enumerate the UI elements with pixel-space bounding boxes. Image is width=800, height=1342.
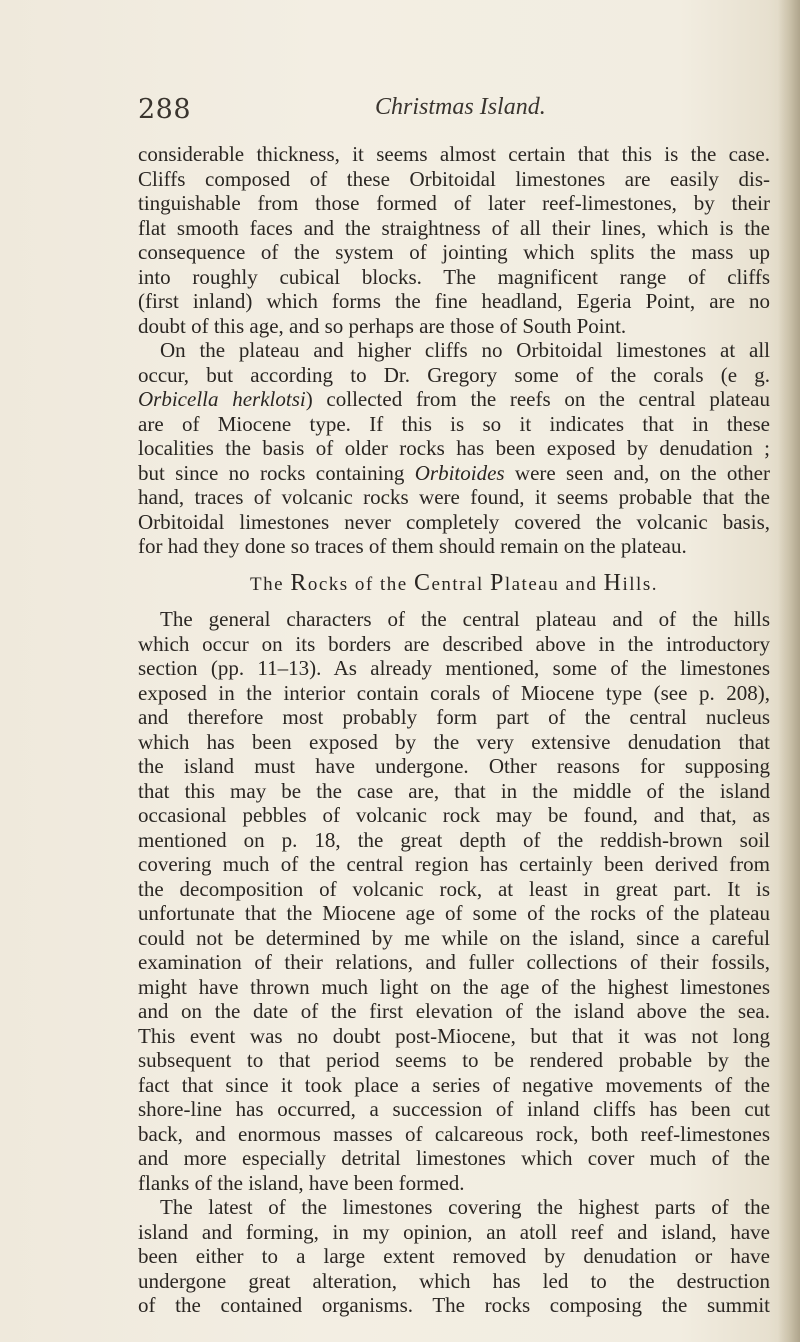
paragraph-4 (138, 1195, 770, 1318)
text-line: fact that since it took place a series of negative movements of the (138, 1072, 770, 1097)
text-line: are of Miocene type. If this is so it indicates that in these (138, 411, 770, 436)
text-line: exposed in the interior contain corals of Miocene type (see p. 208), (138, 680, 770, 705)
text-line: localities the basis of older rocks has been exposed by denudation ; (138, 436, 770, 460)
running-title: Christmas Island. (375, 94, 546, 120)
text-line: flanks of the island, have been formed. (138, 1170, 465, 1195)
text-line: tinguishable from those formed of later reef-limestones, by their (138, 191, 770, 215)
text-line: The latest of the limestones covering the highest parts of the (160, 1195, 770, 1219)
text-line: been either to a large extent removed by denudation or have (138, 1244, 770, 1268)
text-line: into roughly cubical blocks. The magnificent range of cliffs (138, 264, 770, 289)
text-line: back, and enormous masses of calcareous rock, both reef-limestones (138, 1121, 770, 1146)
body-text (138, 142, 770, 1318)
heading-part: ocks of the (307, 573, 414, 595)
text-line: The general characters of the central plateau and of the hills (160, 607, 770, 631)
genus-name: Orbitoides (414, 460, 505, 485)
text-line: for had they done so traces of them should remain on the plateau. (138, 534, 687, 558)
heading-part: entral (431, 573, 490, 595)
species-name: Orbicella herklotsi (138, 387, 306, 411)
text-line: Orbicella herklotsi) collected from the reefs on the central plateau (138, 387, 770, 411)
text-line: the island must have undergone. Other reasons for supposing (138, 754, 770, 778)
text-line: and therefore most probably form part of the central nucleus (138, 705, 770, 729)
text-line: (first inland) which forms the fine headland, Egeria Point, are no (138, 289, 770, 313)
page-edge-shadow (778, 0, 800, 1342)
text-line: hand, traces of volcanic rocks were found, it seems probable that the (138, 485, 770, 509)
text-line: flat smooth faces and the straightness of all their lines, which is the (138, 215, 770, 240)
text-line: unfortunate that the Miocene age of some of the rocks of the plateau (138, 901, 770, 925)
text-line: that this may be the case are, that in the middle of the island (138, 778, 770, 803)
text-line: but since no rocks containing Orbitoides were seen and, on the other (138, 460, 770, 485)
text-line: On the plateau and higher cliffs no Orbitoidal limestones at all (160, 338, 770, 362)
text-line: considerable thickness, it seems almost certain that this is the case. (138, 142, 770, 166)
text-line: consequence of the system of jointing which splits the mass up (138, 240, 770, 264)
heading-capital: H (603, 569, 623, 596)
heading-capital: R (290, 569, 308, 596)
heading-part: lateau and (504, 573, 604, 595)
text-line: and more especially detrital limestones which cover much of the (138, 1146, 770, 1170)
paragraph-2 (138, 338, 770, 559)
text-line: occasional pebbles of volcanic rock may be found, and that, as (138, 803, 770, 827)
paragraph-1 (138, 142, 770, 338)
text-line: This event was no doubt post-Miocene, but that it was not long (138, 1023, 770, 1048)
text-line: undergone great alteration, which has led to the destruction (138, 1268, 770, 1293)
text-line: the decomposition of volcanic rock, at least in great part. It is (138, 876, 770, 901)
heading-capital: P (489, 569, 505, 596)
text-line: and on the date of the first elevation of the island above the sea. (138, 999, 770, 1023)
text-line: examination of their relations, and fuller collections of their fossils, (138, 950, 770, 974)
text-line: might have thrown much light on the age of the highest limestones (138, 974, 770, 999)
text-line: which has been exposed by the very extensive denudation that (138, 729, 770, 754)
section-heading (138, 571, 770, 596)
text-line: covering much of the central region has certainly been derived from (138, 852, 770, 876)
text-line: which occur on its borders are described above in the introductory (138, 631, 770, 656)
text-line: doubt of this age, and so perhaps are those of South Point. (138, 313, 627, 338)
text-line: Cliffs composed of these Orbitoidal limestones are easily dis- (138, 166, 770, 191)
heading-part: ills. (622, 573, 658, 595)
page-number: 288 (138, 94, 192, 125)
heading-capital: C (413, 569, 432, 596)
text-line: Orbitoidal limestones never completely covered the volcanic basis, (138, 509, 770, 534)
paragraph-3 (138, 607, 770, 1195)
text-line: island and forming, in my opinion, an atoll reef and island, have (138, 1219, 770, 1244)
text-line: of the contained organisms. The rocks composing the summit (138, 1293, 770, 1317)
text-line: could not be determined by me while on the island, since a careful (138, 925, 770, 950)
text-line: section (pp. 11–13). As already mentioned, some of the limestones (138, 656, 770, 680)
text-line: occur, but according to Dr. Gregory some of the corals (e g. (138, 362, 770, 387)
heading-part: The (250, 573, 291, 595)
text-line: subsequent to that period seems to be rendered probable by the (138, 1048, 770, 1072)
running-head (0, 94, 800, 134)
text-line: mentioned on p. 18, the great depth of the reddish-brown soil (138, 827, 770, 852)
text-line: shore-line has occurred, a succession of inland cliffs has been cut (138, 1097, 770, 1121)
